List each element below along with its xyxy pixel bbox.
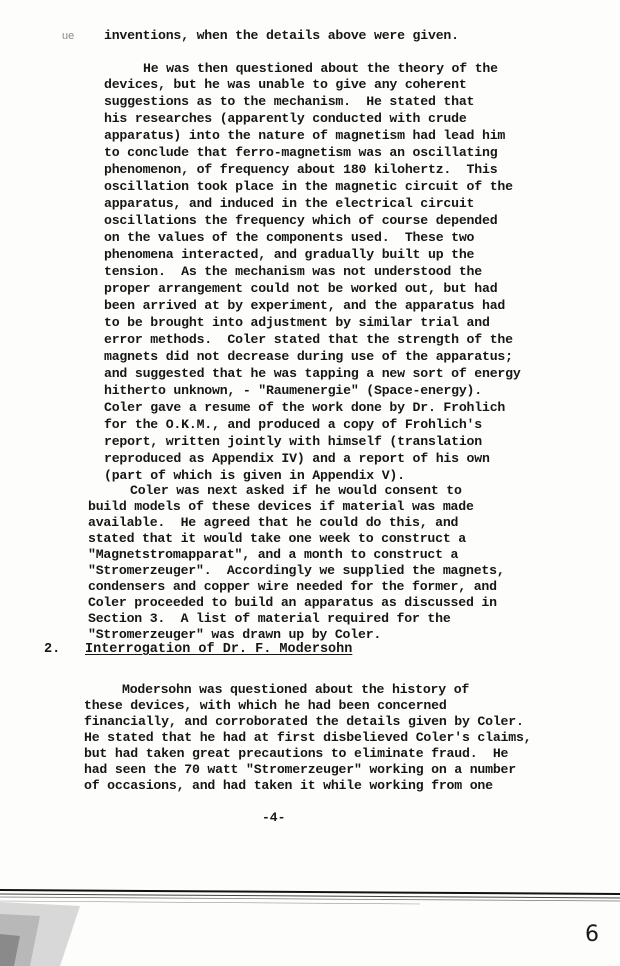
text-line: "Stromerzeuger". Accordingly we supplied the magnets, bbox=[88, 563, 505, 578]
text-line: oscillations the frequency which of course depended bbox=[104, 213, 498, 228]
text-line: He was then questioned about the theory of the bbox=[143, 61, 498, 76]
text-line: had seen the 70 watt "Stromerzeuger" working on a number bbox=[84, 762, 516, 777]
text-line: Section 3. A list of material required for the bbox=[88, 611, 451, 626]
text-line: phenomenon, of frequency about 180 kilohertz. This bbox=[104, 162, 498, 177]
text-line: tension. As the mechanism was not understood the bbox=[104, 264, 482, 279]
text-line: of occasions, and had taken it while working from one bbox=[84, 778, 493, 793]
text-line: to conclude that ferro-magnetism was an oscillating bbox=[104, 145, 498, 160]
text-line: oscillation took place in the magnetic circuit of the bbox=[104, 179, 513, 194]
text-line: and suggested that he was tapping a new sort of energy bbox=[104, 366, 521, 381]
text-line: Modersohn was questioned about the history of bbox=[122, 682, 470, 697]
text-line: these devices, with which he had been concerned bbox=[84, 698, 447, 713]
text-line: suggestions as to the mechanism. He stated that bbox=[104, 94, 475, 109]
text-line: reproduced as Appendix IV) and a report of his own bbox=[104, 451, 490, 466]
text-line: error methods. Coler stated that the strength of the bbox=[104, 332, 513, 347]
section-number: 2. bbox=[44, 642, 61, 657]
text-line: apparatus, and induced in the electrical circuit bbox=[104, 196, 475, 211]
scan-edge-artifact bbox=[0, 884, 620, 966]
text-line: hitherto unknown, - "Raumenergie" (Space-energy). bbox=[104, 383, 482, 398]
text-line: but had taken great precautions to eliminate fraud. He bbox=[84, 746, 509, 761]
margin-mark: ue bbox=[62, 30, 75, 42]
text-line: proper arrangement could not be worked out, but had bbox=[104, 281, 498, 296]
text-line: "Magnetstromapparat", and a month to construct a bbox=[88, 547, 459, 562]
text-line: apparatus) into the nature of magnetism had lead him bbox=[104, 128, 506, 143]
text-line: phenomena interacted, and gradually built up the bbox=[104, 247, 475, 262]
text-line: Coler was next asked if he would consent to bbox=[130, 483, 462, 498]
text-line: inventions, when the details above were given. bbox=[104, 28, 459, 43]
page-number: -4- bbox=[262, 810, 286, 825]
text-line: devices, but he was unable to give any coherent bbox=[104, 77, 467, 92]
text-line: (part of which is given in Appendix V). bbox=[104, 468, 405, 483]
text-line: his researches (apparently conducted with crude bbox=[104, 111, 467, 126]
text-line: on the values of the components used. These two bbox=[104, 230, 475, 245]
text-line: been arrived at by experiment, and the apparatus had bbox=[104, 298, 506, 313]
text-line: build models of these devices if material was made bbox=[88, 499, 474, 514]
text-line: Coler gave a resume of the work done by Dr. Frohlich bbox=[104, 400, 506, 415]
sheet-number: 6 bbox=[585, 922, 599, 947]
text-line: Coler proceeded to build an apparatus as discussed in bbox=[88, 595, 497, 610]
text-line: condensers and copper wire needed for the former, and bbox=[88, 579, 497, 594]
text-line: He stated that he had at first disbelieved Coler's claims, bbox=[84, 730, 532, 745]
text-line: magnets did not decrease during use of the apparatus; bbox=[104, 349, 513, 364]
text-line: report, written jointly with himself (translation bbox=[104, 434, 482, 449]
text-line: to be brought into adjustment by similar trial and bbox=[104, 315, 490, 330]
text-line: available. He agreed that he could do this, and bbox=[88, 515, 459, 530]
text-line: stated that it would take one week to construct a bbox=[88, 531, 466, 546]
section-heading: Interrogation of Dr. F. Modersohn bbox=[85, 642, 353, 657]
text-line: for the O.K.M., and produced a copy of Frohlich's bbox=[104, 417, 482, 432]
text-line: "Stromerzeuger" was drawn up by Coler. bbox=[88, 627, 382, 642]
text-line: financially, and corroborated the details given by Coler. bbox=[84, 714, 524, 729]
